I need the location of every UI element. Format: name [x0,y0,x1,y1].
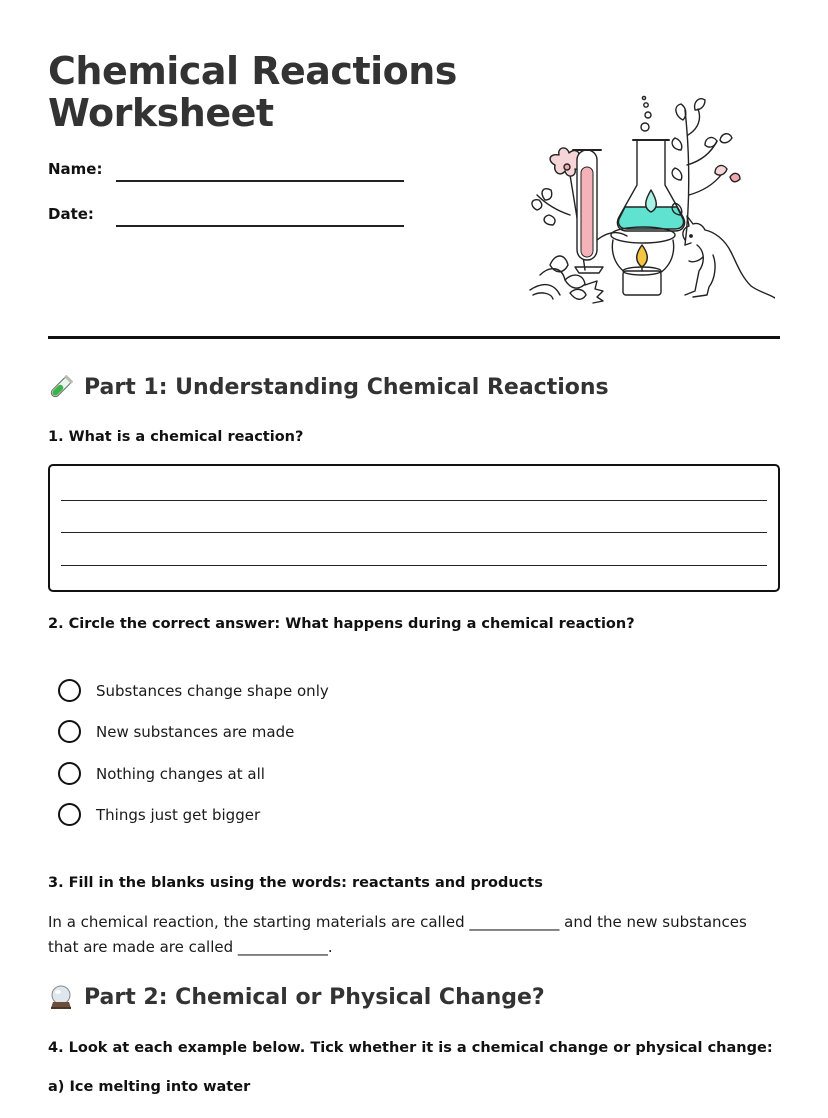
question-1: 1. What is a chemical reaction? [48,429,304,445]
part1-heading [48,374,609,400]
question-3: 3. Fill in the blanks using the words: reactants and products [48,875,543,891]
fill-in-sentence[interactable]: In a chemical reaction, the starting materials are called ____________ and the new substances that are made are called ____________. [48,913,747,956]
date-label: Date: [48,205,94,223]
crystal-ball-icon [48,984,74,1010]
option-4[interactable] [58,803,260,826]
option-3[interactable] [58,762,265,785]
name-write-line[interactable] [116,180,404,182]
question-2: 2. Circle the correct answer: What happens during a chemical reaction? [48,616,635,632]
radio-circle[interactable] [58,762,81,785]
part1-heading-text: Part 1: Understanding Chemical Reactions [84,374,609,400]
option-1[interactable] [58,679,329,702]
worksheet-title [48,50,457,134]
date-field [48,205,94,223]
option-label: Things just get bigger [96,805,261,824]
name-label: Name: [48,160,103,178]
write-line[interactable] [61,500,767,501]
option-label: Nothing changes at all [96,764,265,783]
write-line[interactable] [61,565,767,566]
radio-circle[interactable] [58,720,81,743]
chemistry-illustration [525,95,775,310]
title-line-1: Chemical Reactions [48,49,457,93]
option-label: New substances are made [96,722,295,741]
radio-circle[interactable] [58,679,81,702]
date-write-line[interactable] [116,225,404,227]
option-2[interactable] [58,720,294,743]
question-4: 4. Look at each example below. Tick whether it is a chemical change or physical change: [48,1040,773,1056]
title-line-2: Worksheet [48,91,274,135]
answer-box-q1[interactable] [48,464,780,592]
item-a: a) Ice melting into water [48,1079,251,1095]
name-field [48,160,102,178]
test-tube-icon [48,374,74,400]
section-divider [48,336,780,339]
part2-heading-text: Part 2: Chemical or Physical Change? [84,984,545,1010]
write-line[interactable] [61,532,767,533]
radio-circle[interactable] [58,803,81,826]
part2-heading [48,984,545,1010]
option-label: Substances change shape only [96,681,329,700]
